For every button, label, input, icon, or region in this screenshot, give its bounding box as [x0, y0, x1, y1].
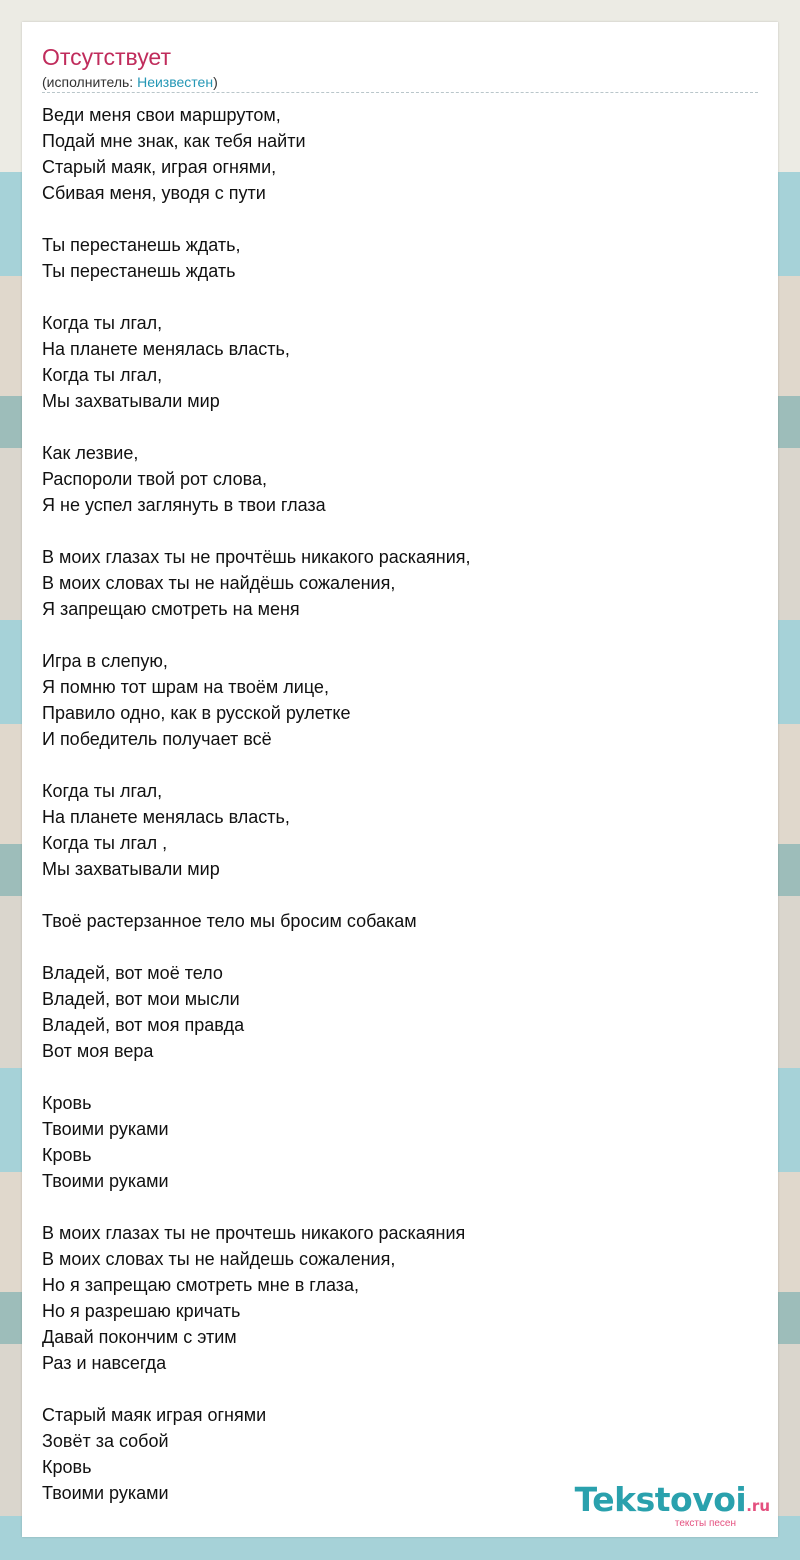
song-title: Отсутствует	[42, 44, 171, 70]
logo-tld: .ru	[746, 1497, 770, 1515]
lyric-line: В моих глазах ты не прочтёшь никакого раскаяния,	[42, 547, 471, 567]
lyric-line: Когда ты лгал,	[42, 365, 163, 385]
lyric-line: Твоими руками	[42, 1483, 169, 1503]
artist-line	[42, 73, 218, 91]
lyric-line: Мы захватывали мир	[42, 859, 220, 879]
lyric-line: Ты перестанешь ждать,	[42, 235, 241, 255]
logo-name: Tekstovoi	[574, 1480, 747, 1519]
lyric-line: Твоё растерзанное тело мы бросим собакам	[42, 911, 417, 931]
lyric-line: Владей, вот моё тело	[42, 963, 223, 983]
lyric-line: На планете менялась власть,	[42, 339, 290, 359]
lyrics-stanza	[42, 648, 758, 752]
lyric-line: Но я запрещаю смотреть мне в глаза,	[42, 1275, 360, 1295]
artist-prefix: (исполнитель:	[42, 74, 138, 90]
lyrics-stanza	[42, 960, 758, 1064]
lyric-line: Когда ты лгал ,	[42, 833, 168, 853]
lyrics-stanza	[42, 544, 758, 622]
lyric-line: Зовёт за собой	[42, 1431, 169, 1451]
lyric-line: Правило одно, как в русской рулетке	[42, 703, 351, 723]
lyrics-stanza	[42, 232, 758, 284]
logo-wordmark	[560, 1482, 770, 1524]
lyric-line: Сбивая меня, уводя с пути	[42, 183, 266, 203]
lyric-line: Кровь	[42, 1145, 92, 1165]
lyric-line: Распороли твой рот слова,	[42, 469, 267, 489]
lyric-line: И победитель получает всё	[42, 729, 272, 749]
lyric-line: Когда ты лгал,	[42, 781, 163, 801]
lyrics-stanza	[42, 1090, 758, 1194]
lyrics-stanza	[42, 908, 758, 934]
lyric-line: Владей, вот мои мысли	[42, 989, 240, 1009]
lyric-line: Владей, вот моя правда	[42, 1015, 245, 1035]
lyric-line: Старый маяк, играя огнями,	[42, 157, 277, 177]
lyrics-stanza	[42, 102, 758, 206]
lyric-line: В моих глазах ты не прочтешь никакого раскаяния	[42, 1223, 466, 1243]
lyric-line: Как лезвие,	[42, 443, 139, 463]
lyric-line: Кровь	[42, 1457, 92, 1477]
lyric-line: Я не успел заглянуть в твои глаза	[42, 495, 326, 515]
lyrics-stanza	[42, 310, 758, 414]
lyric-line: Веди меня свои маршрутом,	[42, 105, 281, 125]
lyric-line: Я помню тот шрам на твоём лице,	[42, 677, 329, 697]
lyric-line: Кровь	[42, 1093, 92, 1113]
lyric-line: Я запрещаю смотреть на меня	[42, 599, 300, 619]
lyrics-stanza	[42, 778, 758, 882]
artist-suffix: )	[213, 74, 218, 90]
header-divider	[42, 92, 758, 93]
lyric-line: Но я разрешаю кричать	[42, 1301, 241, 1321]
site-logo[interactable]	[560, 1482, 770, 1529]
lyric-line: Мы захватывали мир	[42, 391, 220, 411]
lyric-line: Ты перестанешь ждать	[42, 261, 236, 281]
lyric-line: Твоими руками	[42, 1119, 169, 1139]
lyric-line: Раз и навсегда	[42, 1353, 167, 1373]
lyric-line: На планете менялась власть,	[42, 807, 290, 827]
artist-link[interactable]: Неизвестен	[137, 74, 214, 90]
lyric-line: Твоими руками	[42, 1171, 169, 1191]
lyrics-body	[42, 102, 758, 1532]
lyrics-card	[22, 22, 778, 1537]
lyric-line: Вот моя вера	[42, 1041, 154, 1061]
lyric-line: Игра в слепую,	[42, 651, 168, 671]
logo-tagline: тексты песен	[674, 1518, 736, 1529]
lyric-line: Давай покончим с этим	[42, 1327, 237, 1347]
lyric-line: В моих словах ты не найдешь сожаления,	[42, 1249, 396, 1269]
lyric-line: Когда ты лгал,	[42, 313, 163, 333]
lyric-line: Подай мне знак, как тебя найти	[42, 131, 306, 151]
lyric-line: В моих словах ты не найдёшь сожаления,	[42, 573, 396, 593]
lyrics-stanza	[42, 1220, 758, 1376]
lyrics-stanza	[42, 440, 758, 518]
lyric-line: Старый маяк играя огнями	[42, 1405, 267, 1425]
